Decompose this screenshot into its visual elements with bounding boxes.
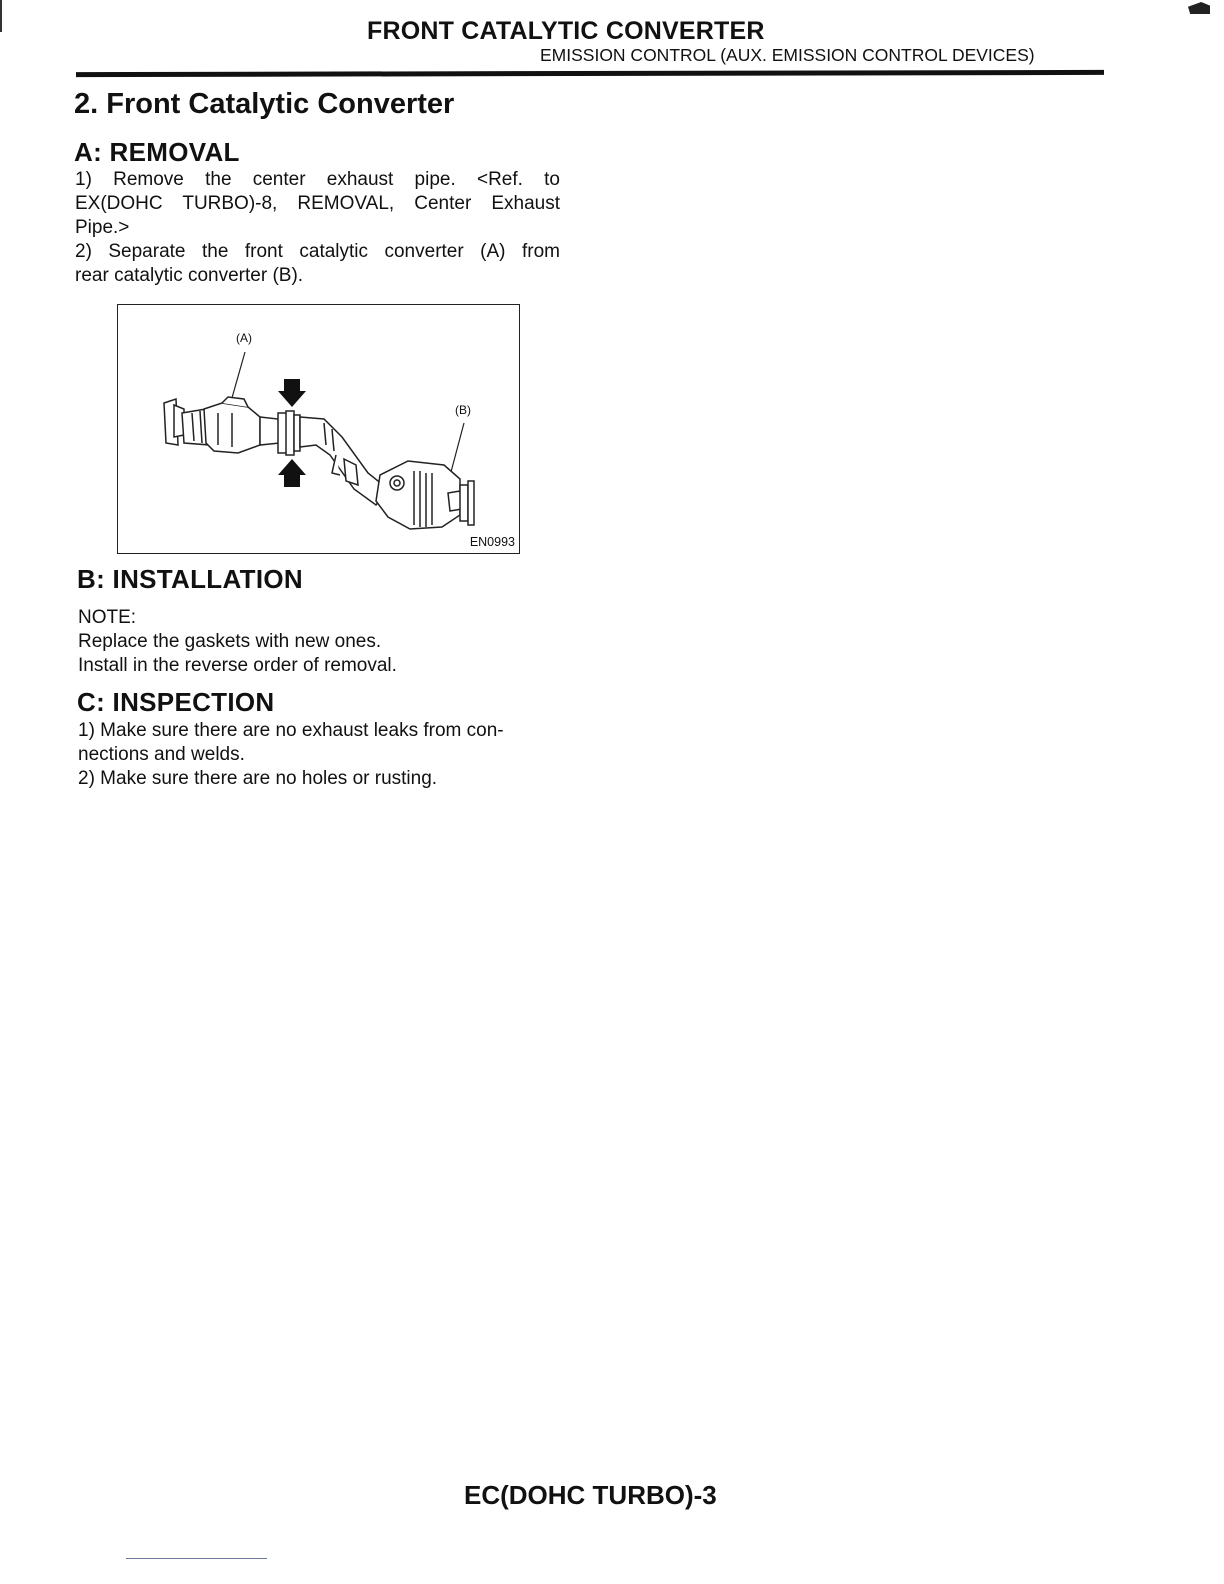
figure-code: EN0993 <box>469 535 515 549</box>
removal-line-1: 1) Remove the center exhaust pipe. <Ref. to <box>75 169 560 190</box>
removal-line-2: EX(DOHC TURBO)-8, REMOVAL, Center Exhaust <box>75 193 560 214</box>
up-arrow-icon <box>278 459 306 487</box>
inspection-heading: C: INSPECTION <box>77 687 275 717</box>
flange-joint-drawing <box>286 411 300 455</box>
scan-edge-mark <box>0 0 2 32</box>
inspection-text <box>78 719 568 791</box>
inspection-line-1: 1) Make sure there are no exhaust leaks from con- <box>78 720 504 741</box>
removal-line-5: rear catalytic converter (B). <box>75 265 304 286</box>
inspection-line-2: nections and welds. <box>78 744 245 765</box>
rear-catalytic-converter-drawing <box>376 461 474 529</box>
page-footer-code: EC(DOHC TURBO)-3 <box>464 1480 717 1510</box>
front-catalytic-converter-drawing <box>164 397 288 453</box>
header-subtitle: EMISSION CONTROL (AUX. EMISSION CONTROL DEVICES) <box>540 45 1035 65</box>
installation-text <box>78 606 558 678</box>
installation-line-1: NOTE: <box>78 607 137 628</box>
installation-line-2: Replace the gaskets with new ones. <box>78 631 382 652</box>
removal-text <box>75 168 560 288</box>
down-arrow-icon <box>278 379 306 407</box>
scan-corner-mark <box>1188 2 1210 14</box>
removal-line-4: 2) Separate the front catalytic converter (A) from <box>75 241 560 262</box>
exhaust-diagram-figure <box>117 304 520 554</box>
figure-label-a: (A) <box>236 331 252 345</box>
header-title: FRONT CATALYTIC CONVERTER <box>367 17 765 45</box>
bottom-rule <box>126 1558 267 1559</box>
inspection-line-3: 2) Make sure there are no holes or rusting. <box>78 768 438 789</box>
installation-line-3: Install in the reverse order of removal. <box>78 655 397 676</box>
figure-label-b: (B) <box>455 403 471 417</box>
connecting-pipe-drawing <box>300 417 388 505</box>
section-title: 2. Front Catalytic Converter <box>74 88 455 120</box>
removal-heading: A: REMOVAL <box>74 137 240 167</box>
installation-heading: B: INSTALLATION <box>77 564 303 594</box>
removal-line-3: Pipe.> <box>75 217 130 238</box>
exhaust-diagram <box>118 305 518 552</box>
header-rule <box>76 70 1104 77</box>
